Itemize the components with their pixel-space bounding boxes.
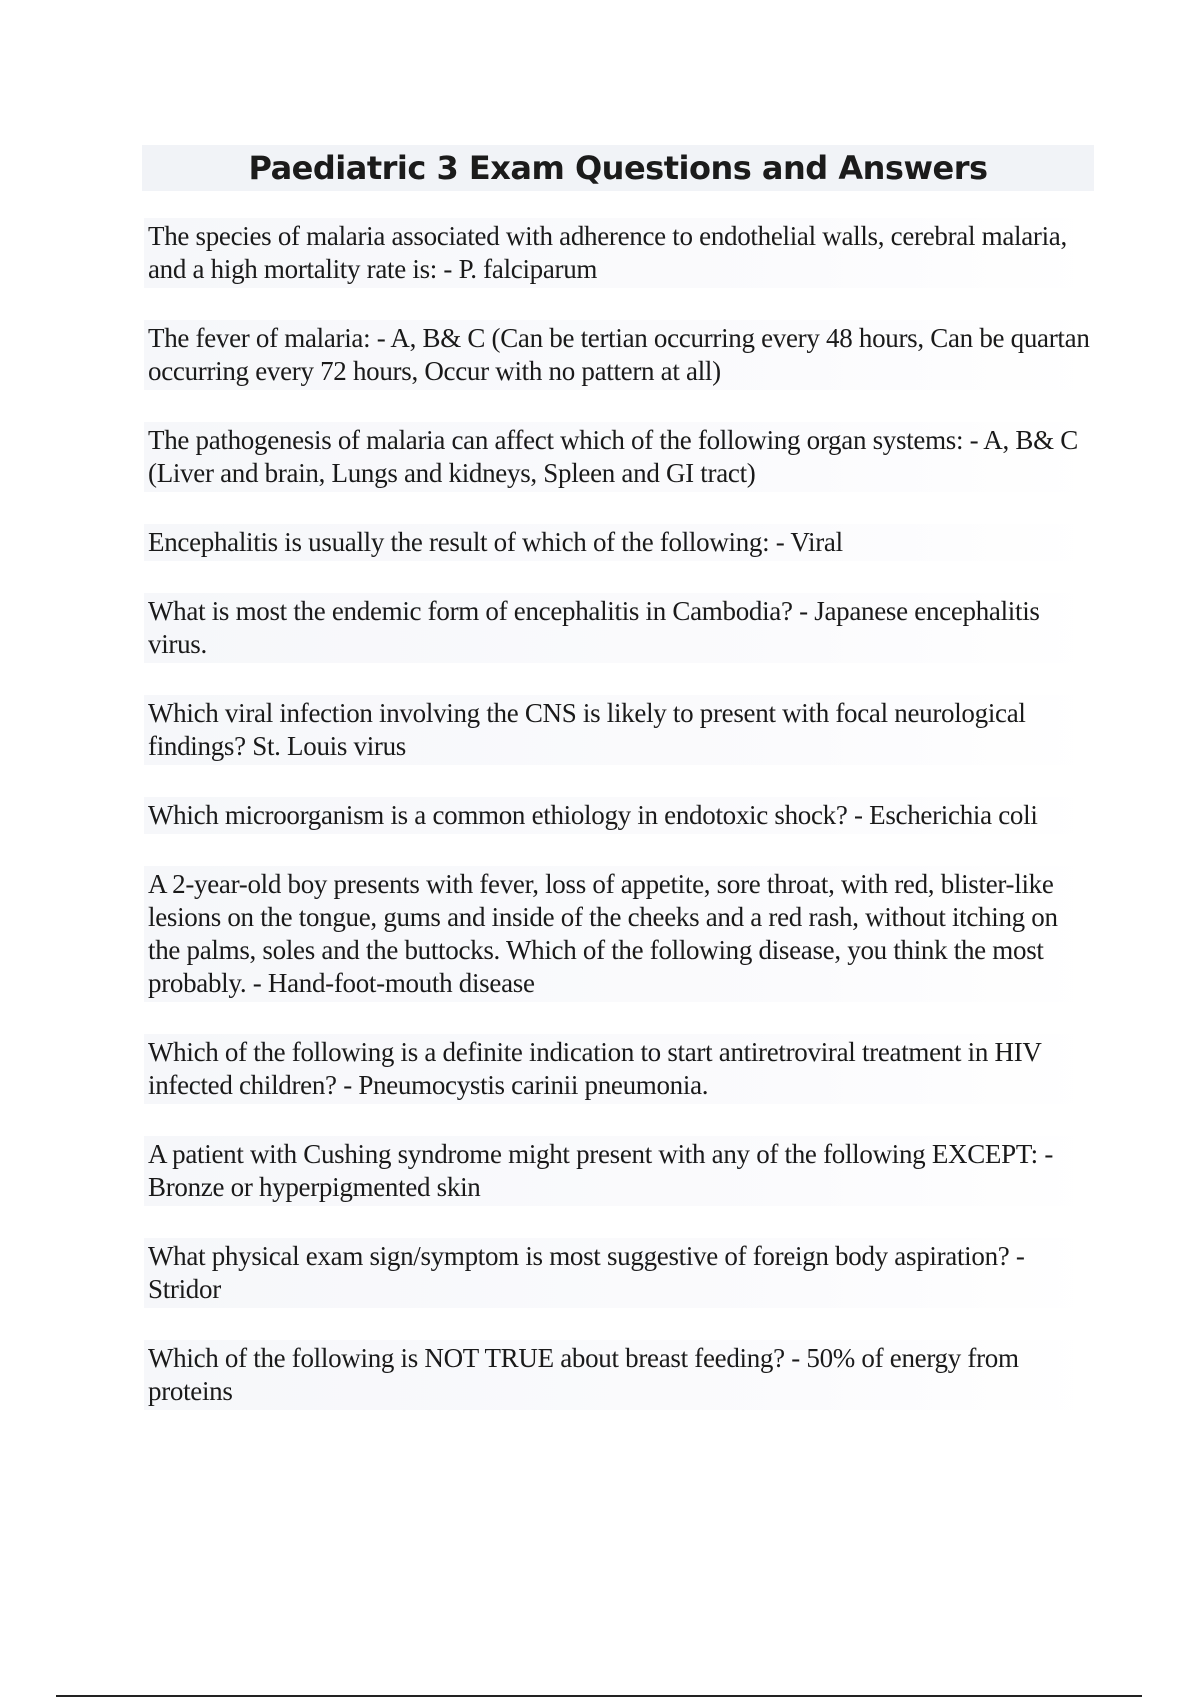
qa-item: Which of the following is NOT TRUE about breast feeding? - 50% of energy from proteins bbox=[144, 1340, 1094, 1410]
footer-divider bbox=[56, 1695, 1142, 1697]
qa-item: The fever of malaria: - A, B& C (Can be tertian occurring every 48 hours, Can be quartan occurring every 72 hours, Occur with no pattern at all) bbox=[144, 320, 1094, 390]
qa-item: Which viral infection involving the CNS is likely to present with focal neurological findings? St. Louis virus bbox=[144, 695, 1094, 765]
title-bar bbox=[142, 145, 1094, 191]
qa-item: A 2-year-old boy presents with fever, loss of appetite, sore throat, with red, blister-like lesions on the tongue, gums and inside of the cheeks and a red rash, without itching on the palms, soles and the buttocks. Which of the following disease, you think the most probably. - Hand-foot-mouth disease bbox=[144, 866, 1094, 1002]
page-title: Paediatric 3 Exam Questions and Answers bbox=[248, 149, 988, 187]
qa-item: What is most the endemic form of encephalitis in Cambodia? - Japanese encephalitis virus. bbox=[144, 593, 1094, 663]
qa-item: Which of the following is a definite indication to start antiretroviral treatment in HIV infected children? - Pneumocystis carinii pneumonia. bbox=[144, 1034, 1094, 1104]
qa-list bbox=[144, 218, 1094, 1442]
qa-item: The pathogenesis of malaria can affect which of the following organ systems: - A, B& C (Liver and brain, Lungs and kidneys, Spleen and GI tract) bbox=[144, 422, 1094, 492]
qa-item: The species of malaria associated with adherence to endothelial walls, cerebral malaria, and a high mortality rate is: - P. falciparum bbox=[144, 218, 1094, 288]
qa-item: What physical exam sign/symptom is most suggestive of foreign body aspiration? - Stridor bbox=[144, 1238, 1094, 1308]
qa-item: A patient with Cushing syndrome might present with any of the following EXCEPT: - Bronze or hyperpigmented skin bbox=[144, 1136, 1094, 1206]
qa-item: Encephalitis is usually the result of which of the following: - Viral bbox=[144, 524, 1094, 561]
qa-item: Which microorganism is a common ethiology in endotoxic shock? - Escherichia coli bbox=[144, 797, 1094, 834]
